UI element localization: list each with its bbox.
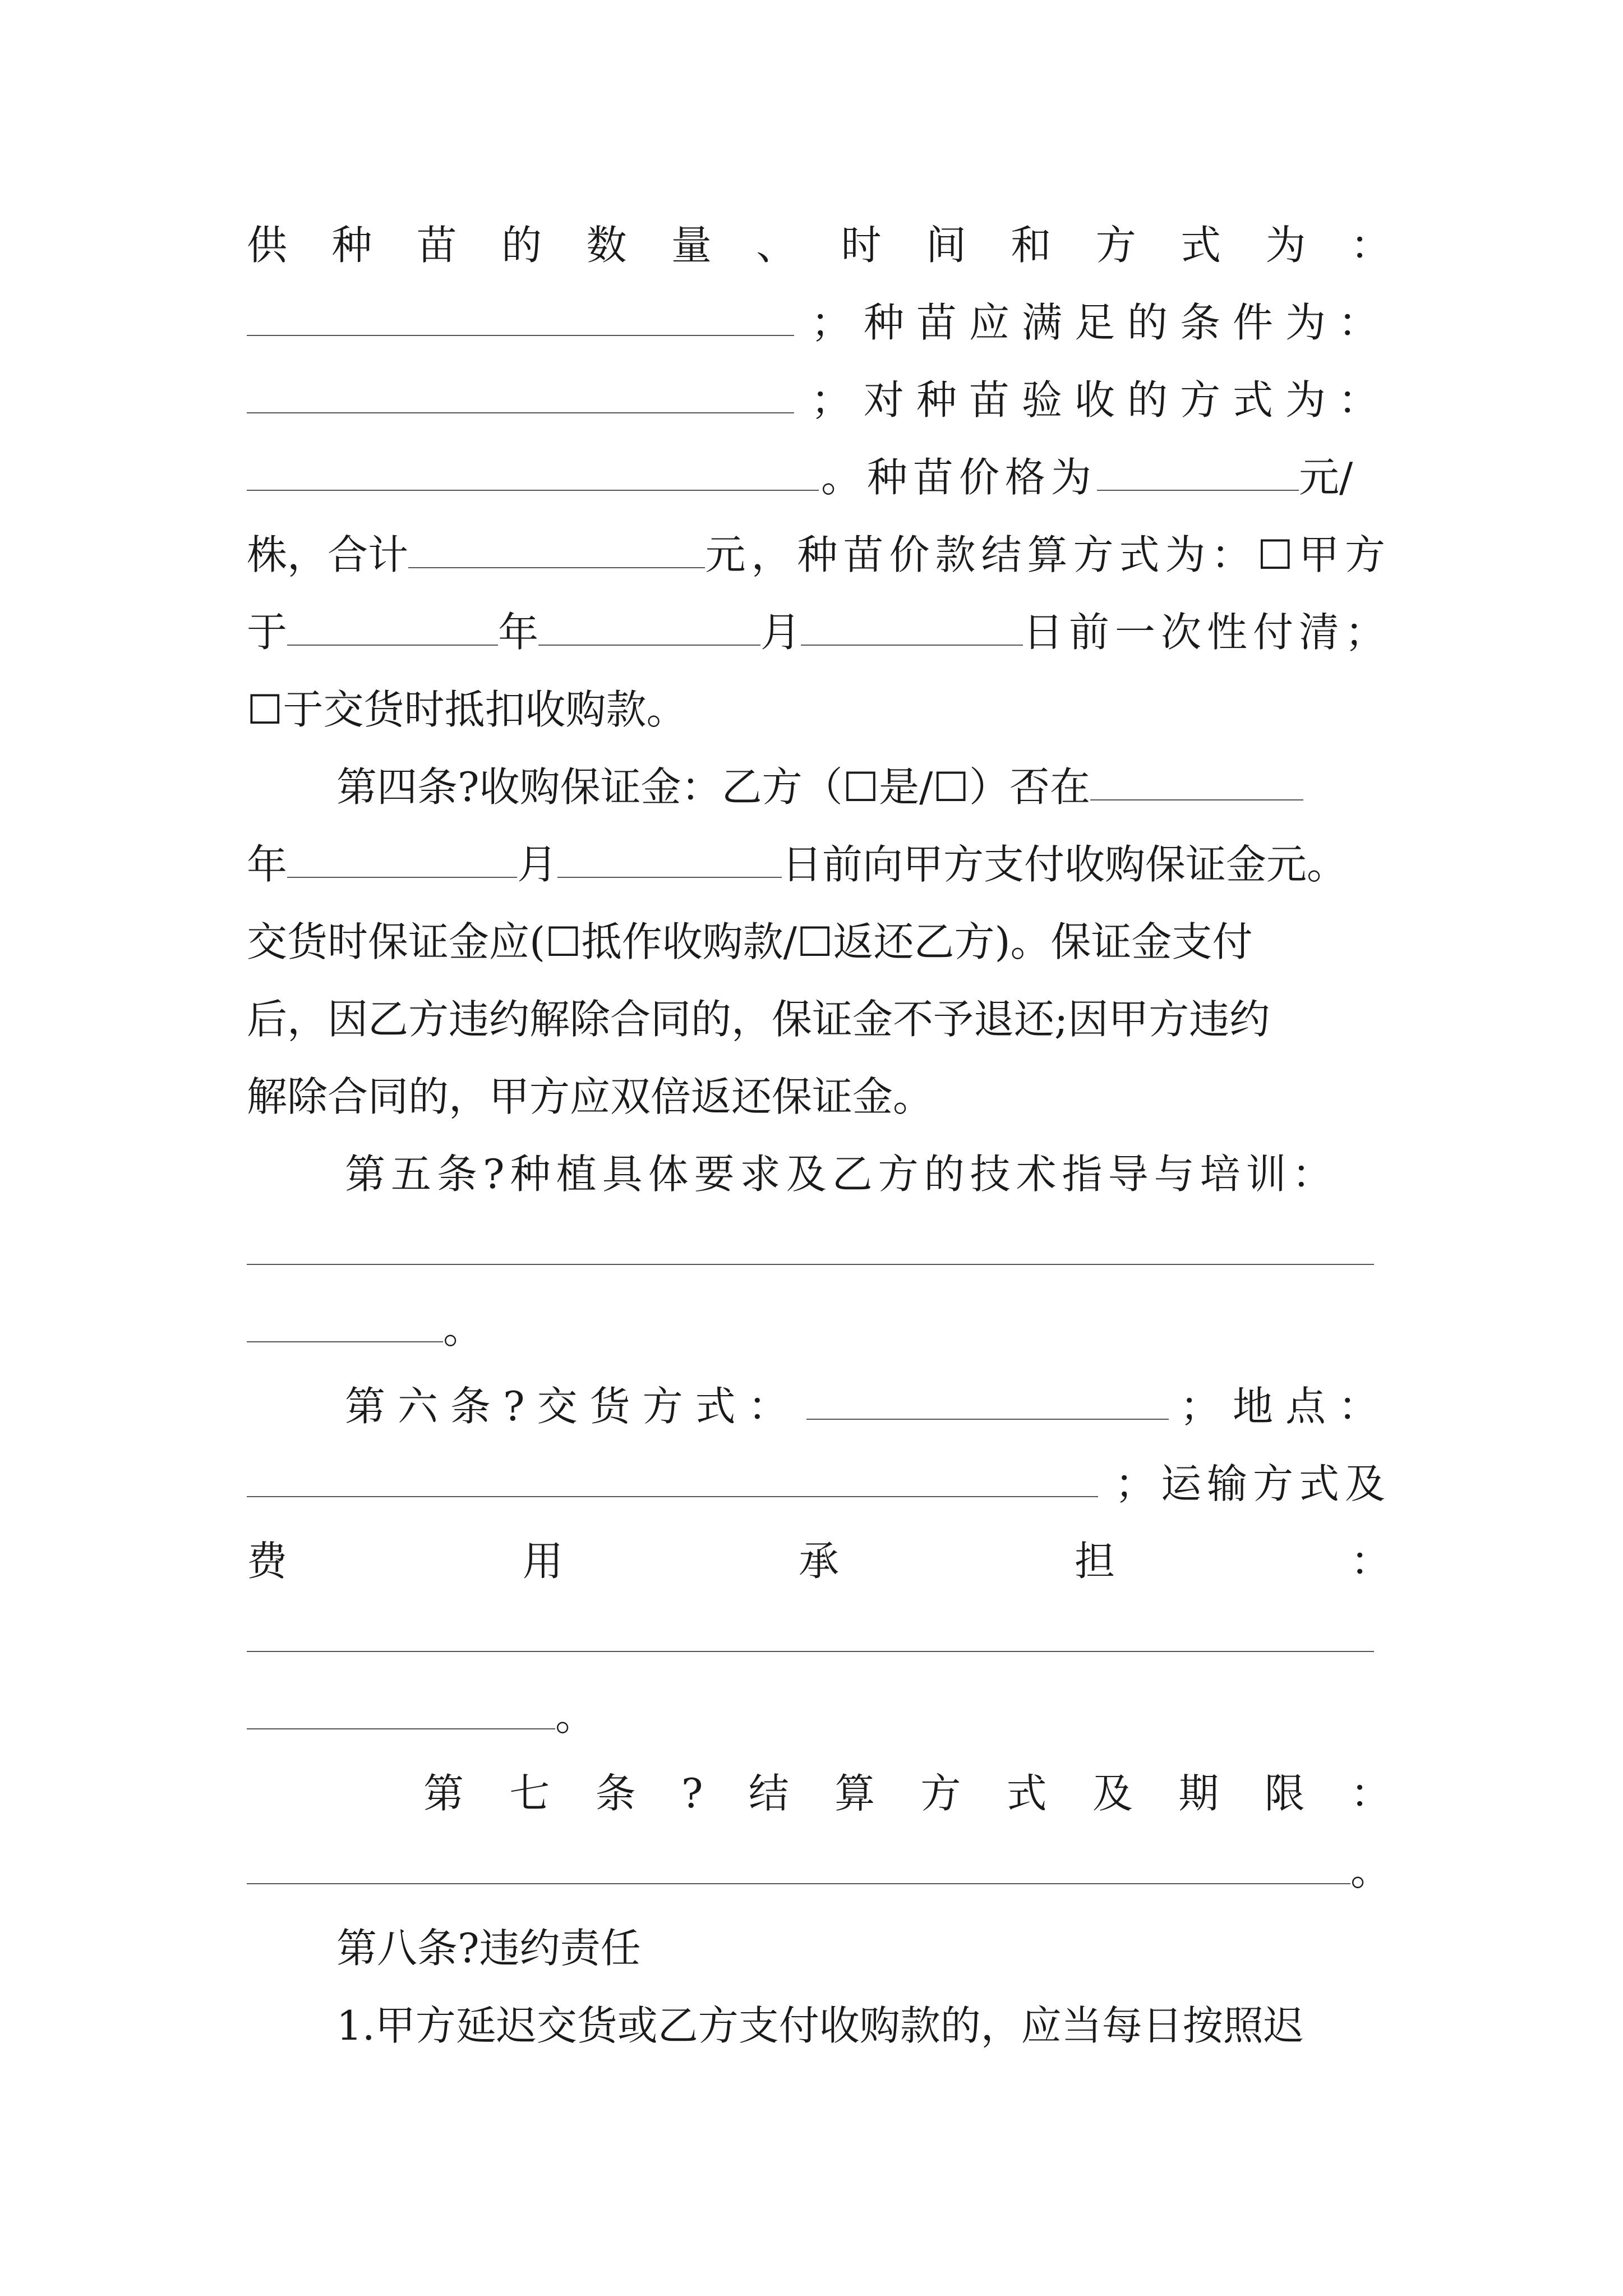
fill-blank[interactable] xyxy=(247,373,794,413)
fill-blank[interactable] xyxy=(247,1689,555,1729)
fill-blank[interactable] xyxy=(538,605,760,646)
text: ；运输方式及 xyxy=(1114,1460,1391,1507)
text: 株，合计 xyxy=(247,531,409,578)
text: 年 xyxy=(498,609,539,656)
line-acceptance-method xyxy=(247,369,1391,431)
char: ： xyxy=(1350,1538,1391,1585)
text: 第六条?交货方式： xyxy=(345,1383,801,1430)
char: 费 xyxy=(247,1538,288,1585)
fill-blank[interactable] xyxy=(247,1844,1350,1884)
text: 于 xyxy=(247,609,288,656)
text: 元，种苗价款结算方式为：☐甲方 xyxy=(705,531,1391,578)
fill-blank[interactable] xyxy=(287,605,498,646)
line-total xyxy=(247,524,1391,586)
text: 日前向甲方支付收购保证金元。 xyxy=(782,841,1348,888)
line-blank-full xyxy=(247,1221,1391,1282)
char: 种 xyxy=(331,222,372,269)
text: 月 xyxy=(517,841,558,888)
line-settlement-blank xyxy=(247,1840,1391,1902)
text: 元/ xyxy=(1299,454,1353,501)
char: 算 xyxy=(834,1770,875,1817)
article-7-heading xyxy=(423,1763,1391,1824)
text: 月 xyxy=(760,609,801,656)
line-payment-date xyxy=(247,601,1391,663)
line-late-delivery xyxy=(247,1995,1391,2056)
text: 解除合同的，甲方应双倍返还保证金。 xyxy=(247,1073,934,1120)
line-deposit-breach xyxy=(247,988,1391,1050)
line-blank-full xyxy=(247,1608,1391,1669)
char: ： xyxy=(1350,222,1391,269)
char: 供 xyxy=(247,222,288,269)
char: 和 xyxy=(1011,222,1052,269)
line-deposit-handling xyxy=(247,911,1391,973)
char: 及 xyxy=(1092,1770,1133,1817)
fill-blank[interactable] xyxy=(1097,450,1299,491)
line-cost-bearing xyxy=(247,1530,1391,1592)
text: 交货时保证金应(☐抵作收购款/☐返还乙方)。保证金支付 xyxy=(247,918,1253,965)
fill-blank[interactable] xyxy=(408,528,705,568)
text: 日前一次性付清； xyxy=(1022,609,1391,656)
text: 1.甲方延迟交货或乙方支付收购款的，应当每日按照迟 xyxy=(336,2002,1304,2049)
article-4-heading xyxy=(247,756,1391,818)
fill-blank[interactable] xyxy=(557,838,782,878)
char: 量 xyxy=(671,222,712,269)
line-deposit-date xyxy=(247,834,1391,895)
text: 第五条?种植具体要求及乙方的技术指导与培训： xyxy=(345,1151,1338,1198)
char: ? xyxy=(681,1770,703,1817)
line-quantity-time xyxy=(247,214,1391,276)
text: 后，因乙方违约解除合同的，保证金不予退还;因甲方违约 xyxy=(247,996,1270,1043)
fill-blank[interactable] xyxy=(247,1457,1098,1497)
char: 式 xyxy=(1006,1770,1047,1817)
char: 结 xyxy=(748,1770,789,1817)
char: 方 xyxy=(920,1770,961,1817)
char: 方 xyxy=(1095,222,1136,269)
text: ；对种苗验收的方式为： xyxy=(810,376,1391,424)
char: 式 xyxy=(1181,222,1221,269)
fill-blank[interactable] xyxy=(1090,760,1303,800)
char: 苗 xyxy=(416,222,457,269)
fill-blank[interactable] xyxy=(806,1379,1169,1420)
text: 第八条?违约责任 xyxy=(336,1925,641,1972)
line-price xyxy=(247,447,1391,508)
text: 。 xyxy=(1350,1847,1391,1894)
fill-blank[interactable] xyxy=(247,1302,443,1342)
line-deduct xyxy=(247,679,1391,740)
fill-blank[interactable] xyxy=(247,1225,1374,1265)
text: 。种苗价格为 xyxy=(821,454,1098,501)
char: 用 xyxy=(522,1538,563,1585)
fill-blank[interactable] xyxy=(801,605,1023,646)
text: ☐于交货时抵扣收购款。 xyxy=(247,686,687,733)
text: ；种苗应满足的条件为： xyxy=(810,299,1391,346)
char: 担 xyxy=(1074,1538,1115,1585)
line-location xyxy=(247,1453,1391,1515)
char: 为 xyxy=(1265,222,1306,269)
article-6-heading xyxy=(247,1375,1391,1437)
fill-blank[interactable] xyxy=(247,450,819,491)
text: 。 xyxy=(443,1305,484,1352)
char: 期 xyxy=(1178,1770,1219,1817)
char: ： xyxy=(1350,1770,1391,1817)
article-5-heading xyxy=(247,1143,1391,1205)
char: 的 xyxy=(501,222,542,269)
text: 第四条?收购保证金：乙方（☐是/☐）否在 xyxy=(336,763,1090,811)
char: 承 xyxy=(798,1538,839,1585)
article-8-heading xyxy=(247,1917,1391,1979)
line-seedling-conditions xyxy=(247,292,1391,353)
char: 数 xyxy=(586,222,627,269)
fill-blank[interactable] xyxy=(247,296,794,336)
char: 条 xyxy=(595,1770,636,1817)
text: 年 xyxy=(247,841,288,888)
char: 第 xyxy=(423,1770,464,1817)
fill-blank[interactable] xyxy=(247,1612,1374,1652)
char: 时 xyxy=(841,222,882,269)
char: 限 xyxy=(1264,1770,1305,1817)
text: ；地点： xyxy=(1179,1383,1391,1430)
line-double-return xyxy=(247,1066,1391,1128)
line-blank-end xyxy=(247,1685,1391,1747)
fill-blank[interactable] xyxy=(287,838,517,878)
char: 、 xyxy=(756,222,797,269)
text: 。 xyxy=(555,1692,596,1740)
line-blank-end xyxy=(247,1298,1391,1360)
char: 七 xyxy=(509,1770,550,1817)
char: 间 xyxy=(926,222,967,269)
